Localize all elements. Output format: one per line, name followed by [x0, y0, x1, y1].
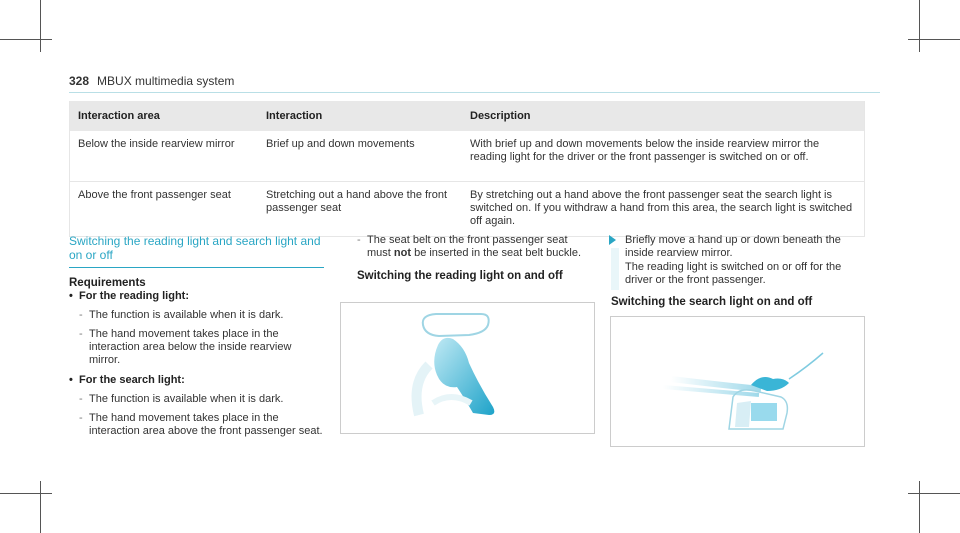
crop-mark: [919, 0, 920, 52]
crop-mark: [0, 493, 52, 494]
section-title: Switching the reading light and search light and on or off: [69, 234, 321, 262]
table-cell: With brief up and down movements below the inside rearview mirror the reading light for the driver or the front passenger is switched on or off.: [462, 131, 865, 182]
crop-mark: [40, 0, 41, 52]
page-number: 328: [69, 74, 90, 88]
crop-mark: [40, 481, 41, 533]
crop-mark: [0, 39, 52, 40]
list-item: - The hand movement takes place in the interaction area below the inside rearview mirror.: [79, 328, 324, 367]
right-column: [611, 234, 861, 309]
interaction-table: [69, 101, 865, 237]
header-divider: [69, 92, 880, 93]
search-light-heading: Switching the search light on and off: [611, 296, 813, 308]
table-header: Interaction area: [70, 101, 259, 131]
table-cell: By stretching out a hand above the front passenger seat the search light is switched on. If you withdraw a hand from this area, the search light is switched off again.: [462, 182, 865, 237]
bullet-search-light: • For the search light:: [69, 374, 324, 387]
table-cell: Above the front passenger seat: [70, 182, 259, 237]
list-item: - The hand movement takes place in the interaction area above the front passenger seat.: [79, 412, 324, 438]
table-cell: Stretching out a hand above the front passenger seat: [258, 182, 462, 237]
middle-column: [357, 234, 597, 283]
crop-mark: [908, 39, 960, 40]
step-result: The reading light is switched on or off for the driver or the front passenger.: [625, 261, 842, 286]
emphasis-text: not: [393, 247, 412, 259]
table-header: Description: [462, 101, 865, 131]
hand-below-mirror-image: [341, 303, 594, 433]
reading-light-illustration: [340, 302, 595, 434]
crop-mark: [908, 493, 960, 494]
list-item-text: be inserted in the seat belt buckle.: [411, 247, 582, 259]
list-item: - The function is available when it is dark.: [79, 309, 324, 322]
section-divider: [69, 267, 324, 268]
list-item-text: The seat belt on the front passenger seat must: [367, 234, 568, 259]
list-item: [357, 234, 592, 260]
list-item: - The function is available when it is dark.: [79, 393, 324, 406]
requirements-heading: Requirements: [69, 277, 146, 289]
step-text: Briefly move a hand up or down beneath the inside rearview mirror.: [625, 234, 841, 259]
page-header: [69, 74, 234, 88]
table-header-row: [70, 101, 865, 131]
reading-light-heading: Switching the reading light on and off: [357, 270, 563, 282]
arrow-right-icon: [609, 235, 616, 245]
instruction-step: [611, 234, 861, 260]
hand-above-seat-image: [611, 317, 864, 446]
bullet-reading-light: • For the reading light:: [69, 290, 324, 303]
crop-mark: [919, 481, 920, 533]
table-cell: Below the inside rearview mirror: [70, 131, 259, 182]
search-light-illustration: [610, 316, 865, 447]
page-title: MBUX multimedia system: [97, 74, 235, 88]
table-cell: Brief up and down movements: [258, 131, 462, 182]
left-column: [69, 234, 324, 438]
table-row: [70, 182, 865, 237]
table-header: Interaction: [258, 101, 462, 131]
table-row: [70, 131, 865, 182]
